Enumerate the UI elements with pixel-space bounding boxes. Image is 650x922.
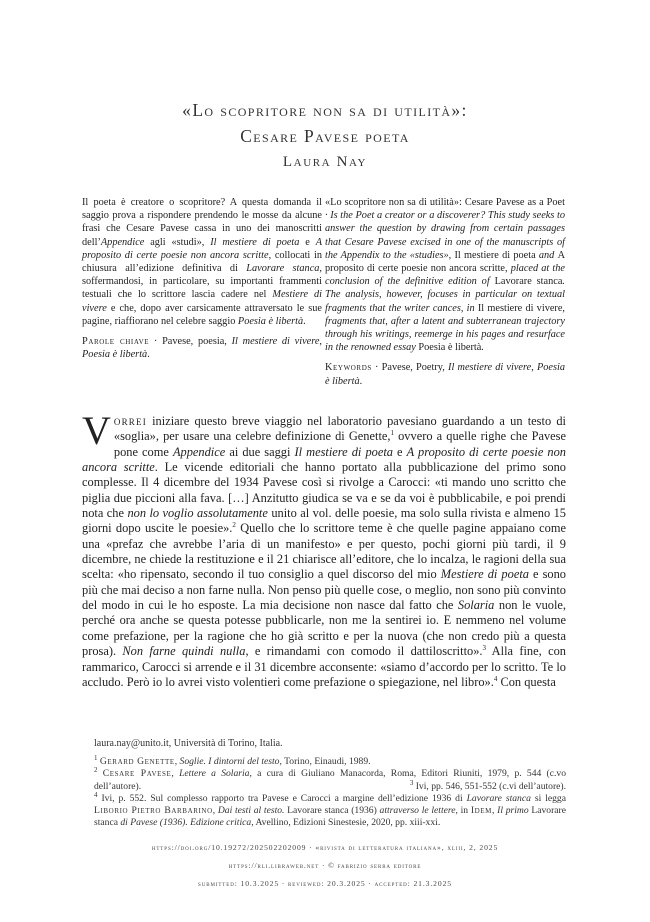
footnote-ref-4[interactable]: 4 (493, 674, 498, 683)
footnote-ref-2[interactable]: 2 (232, 521, 236, 530)
footnote-ref-1[interactable]: 1 (390, 429, 394, 438)
footnote-ref-3[interactable]: 3 (482, 644, 486, 653)
author-name: Laura Nay (282, 154, 368, 170)
abstract-english-text: «Lo scopritore non sa di utilità»: Cesare Pavese as a Poet · Is the Poet a creator or a discoverer? This study seeks to answer the question by drawing from certain passages that Cesare Pavese excised in one of the manuscripts of the Appendix to the «studies», Il mestiere di poeta and A proposito di certe poesie non ancora scritte, placed at the conclusion of the definitive edition of Lavorare stanca. The analysis, however, focuses in particular on textual fragments that the writer cances, in Il mestiere di vivere, fragments that, after a latent and subterranean trajectory through his writings, reemerge in his pages and resurface in the renowned essay Poesia è libertà. (325, 197, 565, 354)
footer-website[interactable]: https://rli.libraweb.net · © fabrizio serra editore (228, 861, 422, 870)
abstract-english (325, 196, 565, 388)
article-title (0, 97, 650, 149)
author-email[interactable]: laura.nay@unito.it, Università di Torino, Italia. (94, 738, 283, 749)
body-paragraph: Vorrei iniziare questo breve viaggio nel laboratorio pavesiano guardando a un testo di «soglia», per usare una celebre definizione di Genette,$^1$ ovvero a quelle righe che Pavese pone come Appendice ai due saggi Il mestiere di poeta e A proposito di certe poesie non ancora scritte. Le vicende editoriali che hanno portato alla pubblicazione del primo sono complesse. Il 4 dicembre del 1934 Pavese così si rivolge a Carocci: «ti mando uno scritto che piglia due piccioni alla fava. […] Anzitutto giudica se va e se da voi è pubblicabile, e poi prendi nota che non lo voglio assolutamente unito al vol. delle poesie, ma solo sulla rivista e almeno 15 giorni dopo uscite le poesie».$^2$ Quello che lo scrittore teme è che quelle pagine appaiano come una «prefaz che avrebbe l’aria di un manifesto» e per questo, pochi giorni più tardi, il 9 dicembre, ne chiede la restituzione e il 21 chiarisce all’editore, che lo incalza, le ragioni della sua scelta: «ho ripensato, secondo il tuo consiglio a quel discorso del mio Mestiere di poeta e sono più che mai deciso a non farne nulla. Non penso più quelle cose, o meglio, non sono più convinto del modo in cui le ho esposte. La mia decisione non nasce dal fatto che Solaria non le vuole, perché ora anche se questa potesse pubblicarle, non me la sentirei io. E nemmeno nel volume come prefazione, per la ragione che ho già scritto e per la nuova (che non credo più a questa prosa). Non farne quindi nulla, e rimandami con comodo il dattiloscritto».$^3$ Alla fine, con rammarico, Carocci si arrende e il 31 dicembre acconsente: «siamo d’accordo per lo scritto. Te lo accludo. Però io lo avrei visto volentieri come prefazione o spiegazione, nel libro».$^4$ Con questa (82, 408, 567, 689)
footnote-4: $^4$ Ivi, p. 552. Sul complesso rapporto tra Pavese e Carocci a margine dell’edizione 1936 di Lavorare stanca si legga Liborio Pietro Barbarino, Dai testi al testo. Lavorare stanca (1936) attraverso le lettere, in Idem, Il primo Lavorare stanca di Pavese (1936). Edizione critica, Avellino, Edizioni Sinestesie, 2020, pp. xiii-xxi. (94, 790, 567, 829)
title-line-1: «Lo scopritore non sa di utilità»: (182, 100, 468, 120)
abstract-italian-text: Il poeta è creatore o scopritore? A questa domanda il saggio prova a rispondere prendendo le mosse da alcune frasi che Cesare Pavese cassa in uno dei manoscritti dell’Appendice agli «studi», Il mestiere di poeta e A proposito di certe poesie non ancora scritte, collocati in chiusura all’edizione definitiva di Lavorare stanca, soffermandosi, in particolare, su importanti frammenti testuali che lo scrittore lascia cadere nel Mestiere di vivere e che, dopo aver carsicamente attraversato le sue pagine, riaffiorano nel celebre saggio Poesia è libertà. (82, 197, 323, 327)
footnotes (82, 738, 566, 829)
footer-doi[interactable]: https://doi.org/10.19272/202502202009 · «rivista di letteratura italiana», xliii, 2, 2025 (151, 843, 499, 852)
drop-cap: V (82, 408, 111, 453)
footnote-2: $^2$ Cesare Pavese, Lettere a Solaria, a cura di Giuliano Manacorda, Roma, Editori Riuniti, 1979, p. 544 (c.vo dell’autore). $^3$ Ivi, pp. 546, 551-552 (c.vi dell’autore). (94, 766, 566, 792)
abstract-italian (82, 196, 322, 361)
keywords-english: Keywords · Pavese, Poetry, Il mestiere di vivere, Poesia è libertà. (325, 362, 565, 387)
title-line-2: Cesare Pavese poeta (240, 126, 410, 146)
body-text (82, 408, 567, 690)
footer-dates: submitted: 10.3.2025 · reviewed: 20.3.2025 · accepted: 21.3.2025 (198, 879, 452, 888)
keywords-italian: Parole chiave · Pavese, poesia, Il mestiere di vivere, Poesia è libertà. (82, 336, 322, 361)
footnote-1: $^1$ Gerard Genette, Soglie. I dintorni del testo, Torino, Einaudi, 1989. (94, 754, 371, 768)
